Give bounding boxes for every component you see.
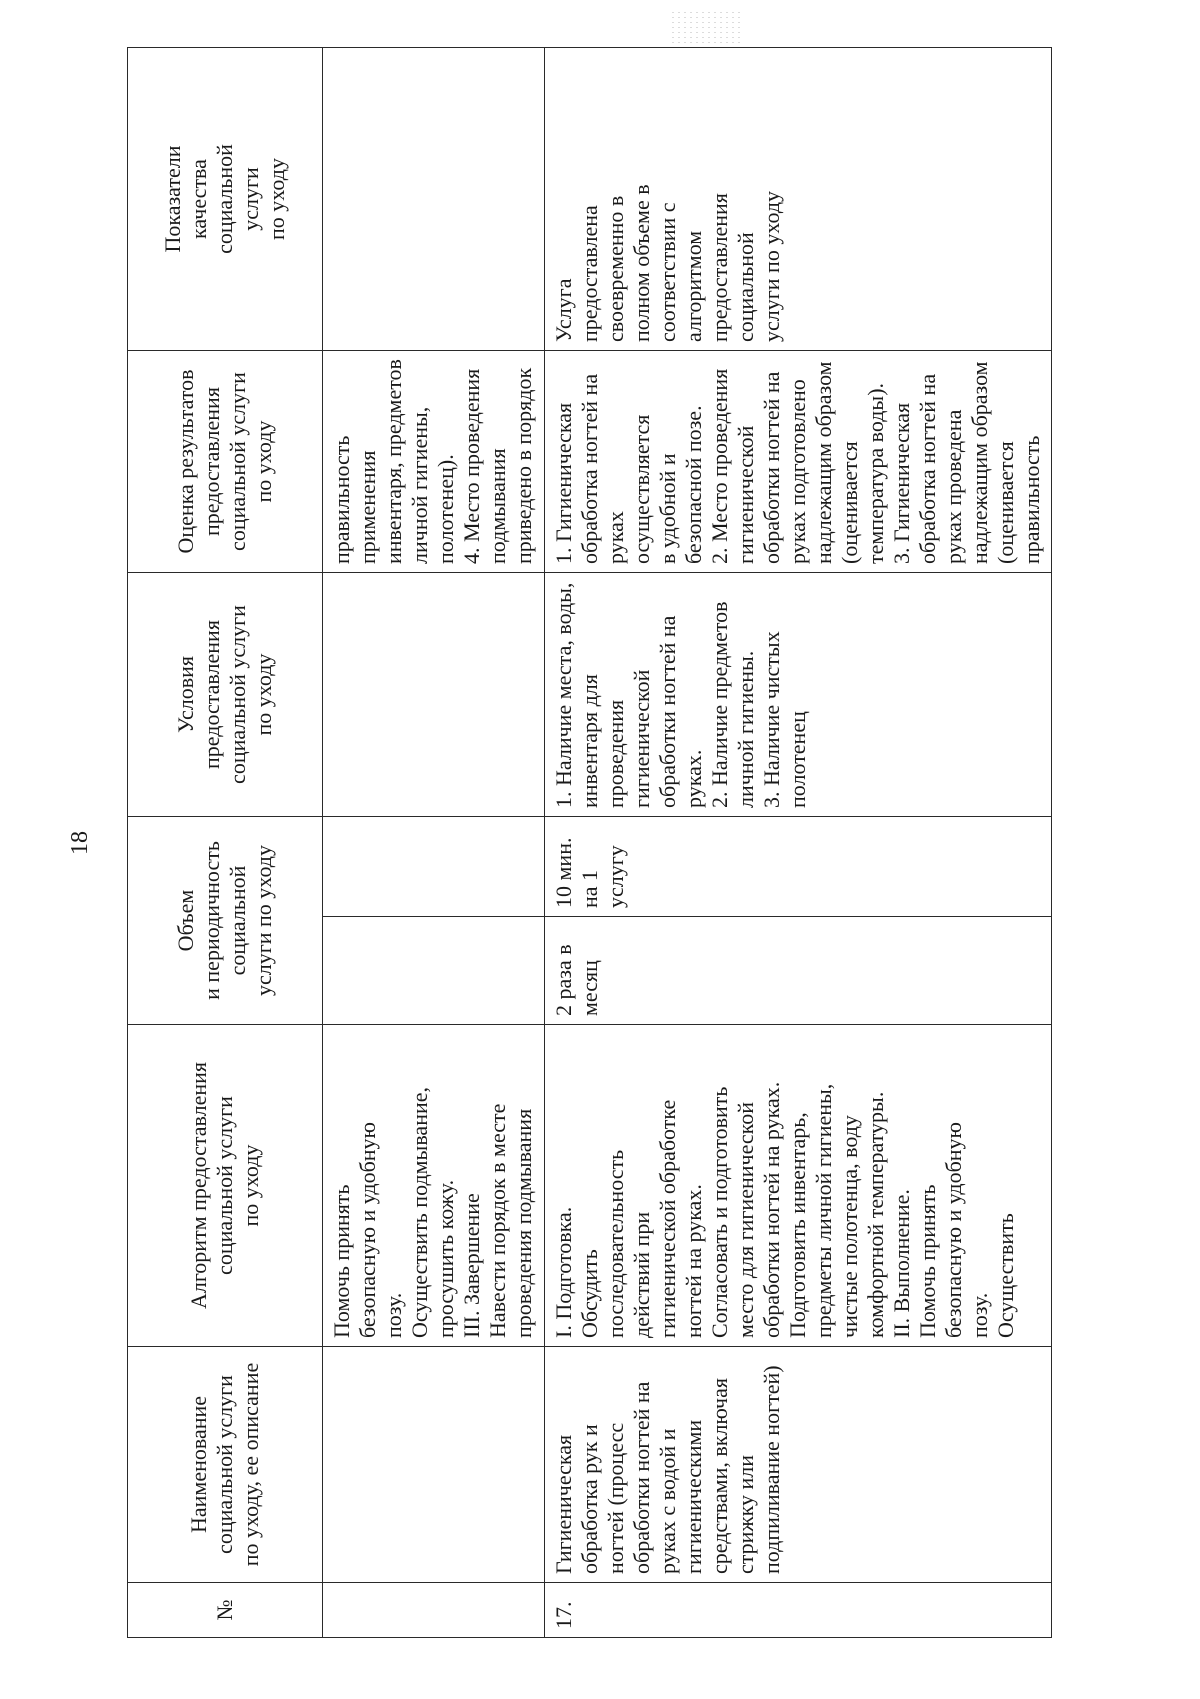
- row-algorithm: I. Подготовка. Обсудить последовательность действий при гигиенической обработке ногтей на руках. Согласовать и подготовить место для гигиенической обработки ногтей на руках. Подготовить инвентарь, предметы личной гигиены, чистые полотенца, воду комфортной температуры. II. Выполнение. Помочь принять безопасную и удобную позу. Осуществить: [545, 1025, 1052, 1347]
- row-volume-frequency: [323, 917, 545, 1025]
- header-name: Наименование социальной услуги по уходу, ее описание: [128, 1347, 323, 1583]
- row-conditions: [323, 573, 545, 817]
- header-quality: Показатели качества социальной услуги по уходу: [128, 48, 323, 351]
- row-algorithm: Помочь принять безопасную и удобную позу. Осуществить подмывание, просушить кожу. III. Завершение Навести порядок в месте проведения подмывания: [323, 1025, 545, 1347]
- table-row: [323, 48, 545, 1638]
- table-row: [545, 48, 1052, 1638]
- row-conditions: 1. Наличие места, воды, инвентаря для проведения гигиенической обработки ногтей на руках. 2. Наличие предметов личной гигиены. 3. Наличие чистых полотенец: [545, 573, 1052, 817]
- header-row: [128, 48, 323, 1638]
- row-evaluation: 1. Гигиеническая обработка ногтей на руках осуществляется в удобной и безопасной позе. 2. Место проведения гигиенической обработки ногтей на руках подготовлено надлежащим образом (оценивается температура воды). 3. Гигиеническая обработка ногтей на руках проведена надлежащим образом (оценивается правильность: [545, 351, 1052, 573]
- header-conditions: Условия предоставления социальной услуги по уходу: [128, 573, 323, 817]
- row-volume-duration: [323, 817, 545, 917]
- services-table: [127, 47, 1052, 1638]
- header-volume: Объем и периодичность социальной услуги по уходу: [128, 817, 323, 1025]
- row-quality: Услуга предоставлена своевременно в полном объеме в соответствии с алгоритмом предоставления социальной услуги по уходу: [545, 48, 1052, 351]
- row-num: 17.: [545, 1583, 1052, 1638]
- rotated-page: [67, 48, 1047, 1638]
- row-volume-frequency: 2 раза в месяц: [545, 917, 1052, 1025]
- row-name: [323, 1347, 545, 1583]
- row-name: Гигиеническая обработка рук и ногтей (процесс обработки ногтей на руках с водой и гигиеническими средствами, включая стрижку или подпиливание ногтей): [545, 1347, 1052, 1583]
- row-quality: [323, 48, 545, 351]
- header-num: №: [128, 1583, 323, 1638]
- row-volume-duration: 10 мин. на 1 услугу: [545, 817, 1052, 917]
- header-algorithm: Алгоритм предоставления социальной услуги по уходу: [128, 1025, 323, 1347]
- row-num: [323, 1583, 545, 1638]
- row-evaluation: правильность применения инвентаря, предметов личной гигиены, полотенец). 4. Место проведения подмывания приведено в порядок: [323, 351, 545, 573]
- header-evaluation: Оценка результатов предоставления социальной услуги по уходу: [128, 351, 323, 573]
- scan-artifact: [670, 10, 740, 50]
- page-number: 18: [67, 831, 93, 855]
